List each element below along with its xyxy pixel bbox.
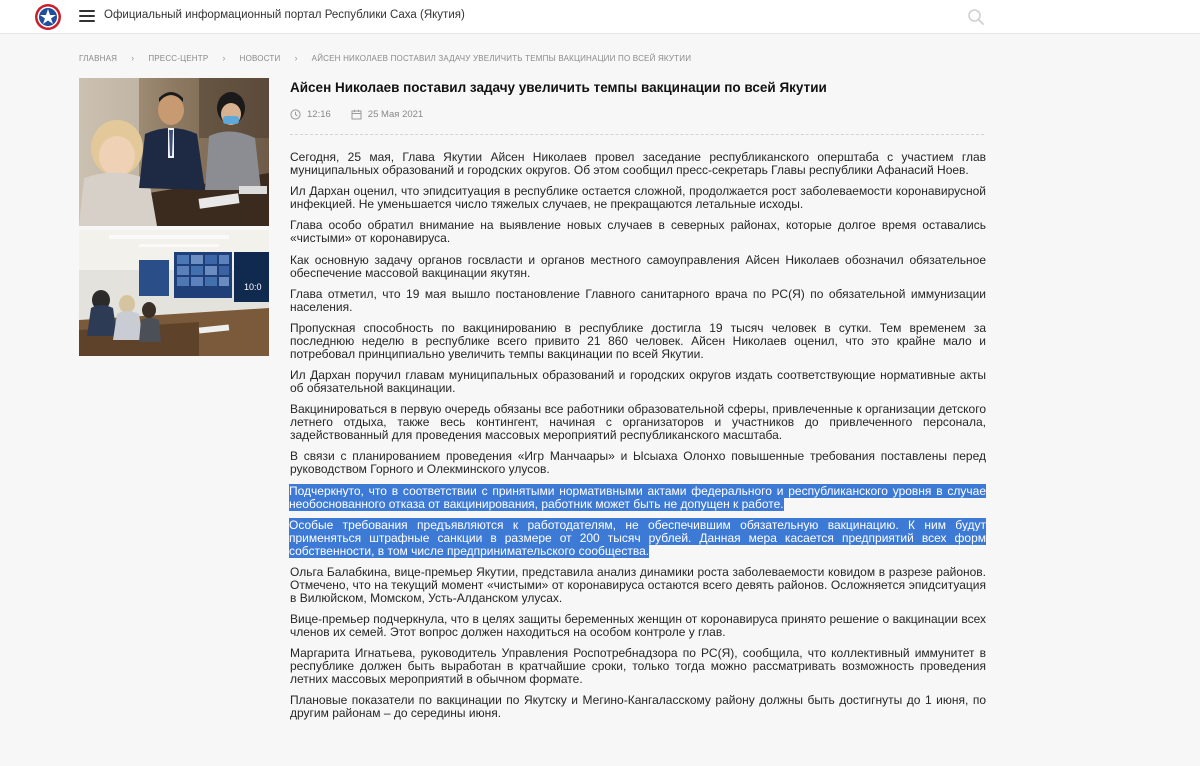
article-paragraph: Глава особо обратил внимание на выявление новых случаев в северных районах, которые долгое время оставались «чистыми» от коронавируса. bbox=[290, 218, 986, 246]
article-date bbox=[351, 109, 423, 120]
article-divider bbox=[290, 134, 984, 135]
article-photo-video-conference[interactable] bbox=[79, 230, 269, 356]
article-paragraph: Плановые показатели по вакцинации по Якутску и Мегино-Кангаласскому району должны быть достигнуты до 1 июня, по другим районам – до середины июня. bbox=[290, 693, 986, 721]
article-meta bbox=[290, 107, 986, 121]
article-paragraph: Пропускная способность по вакцинированию в республике достигла 19 тысяч человек в сутки. Тем временем за последнюю неделю в республике всего привито 21 860 человек. Айсен Николаев оценил, что это крайне мало и потребовал принципиально увеличить темпы вакцинации по всей Якутии. bbox=[290, 321, 986, 361]
breadcrumb-current: АЙСЕН НИКОЛАЕВ ПОСТАВИЛ ЗАДАЧУ УВЕЛИЧИТЬ ТЕМПЫ ВАКЦИНАЦИИ ПО ВСЕЙ ЯКУТИИ bbox=[311, 53, 692, 63]
article-photo-meeting[interactable] bbox=[79, 78, 269, 226]
article-paragraph: Маргарита Игнатьева, руководитель Управления Роспотребнадзора по РС(Я), сообщила, что коллективный иммунитет в республике должен быть выработан в кратчайшие сроки, только тогда можно рассматривать возможность проведения летних массовых мероприятий в обычном формате. bbox=[290, 646, 986, 687]
article-paragraph: Ил Дархан оценил, что эпидситуация в республике остается сложной, продолжается рост заболеваемости коронавирусной инфекцией. Не уменьшается число тяжелых случаев, не прекращаются летальные исходы. bbox=[290, 184, 986, 212]
yakutia-emblem-icon[interactable] bbox=[33, 3, 63, 31]
article-paragraph: В связи с планированием проведения «Игр Манчаары» и Ысыаха Олонхо повышенные требования поставлены перед руководством Горного и Олекминского улусов. bbox=[290, 449, 986, 477]
article-date-value: 25 Мая 2021 bbox=[367, 108, 424, 120]
article-paragraph: Вице-премьер подчеркнула, что в целях защиты беременных женщин от коронавируса принято решение о вакцинации всех членов их семей. Этот вопрос должен находиться на особом контроле у глав. bbox=[290, 612, 986, 639]
article-paragraph-selected[interactable] bbox=[289, 519, 986, 558]
article-paragraph: Глава отметил, что 19 мая вышло постановление Главного санитарного врача по РС(Я) по обязательной иммунизации населения. bbox=[290, 286, 986, 314]
breadcrumb-separator-icon: › bbox=[222, 53, 226, 63]
article-paragraph-selected[interactable] bbox=[289, 485, 986, 511]
menu-icon[interactable] bbox=[79, 10, 95, 22]
photo-clock-text: 10:0 bbox=[244, 282, 262, 292]
article-paragraph: Как основную задачу органов госвласти и органов местного самоуправления Айсен Николаев обозначил обязательное обеспечение массовой вакцинации якутян. bbox=[290, 252, 986, 280]
article-paragraph: Ольга Балабкина, вице-премьер Якутии, представила анализ динамики роста заболеваемости ковидом в разрезе районов. Отмечено, что на текущий момент «чистыми» от коронавируса остаются всего девять районов. Осложняется эпидситуация в Вилюйском, Момском, Усть-Алданском улусах. bbox=[290, 564, 986, 605]
article-paragraph: Вакцинироваться в первую очередь обязаны все работники образовательной сферы, привлеченные к организации детского летнего отдыха, также весь контингент, начиная с организаторов и участников до привлеченного персонала, задействованный для проведения массовых мероприятий республиканского масштаба. bbox=[290, 402, 986, 443]
breadcrumb-separator-icon: › bbox=[294, 53, 298, 63]
search-icon[interactable] bbox=[966, 7, 986, 27]
breadcrumb-separator-icon: › bbox=[131, 53, 135, 63]
article-title: Айсен Николаев поставил задачу увеличить темпы вакцинации по всей Якутии bbox=[290, 80, 827, 95]
breadcrumb-news[interactable]: НОВОСТИ bbox=[239, 53, 281, 63]
article-time-value: 12:16 bbox=[307, 108, 331, 120]
site-title[interactable]: Официальный информационный портал Республики Саха (Якутия) bbox=[104, 9, 465, 21]
article-time bbox=[290, 109, 331, 120]
breadcrumb-home[interactable]: ГЛАВНАЯ bbox=[79, 53, 118, 63]
article-paragraph: Сегодня, 25 мая, Глава Якутии Айсен Николаев провел заседание республиканского оперштаба с участием глав муниципальных образований и городских округов. Об этом сообщил пресс-секретарь Главы республики Афанасий Ноев. bbox=[290, 150, 986, 177]
breadcrumb-press-center[interactable]: ПРЕСС-ЦЕНТР bbox=[148, 53, 209, 63]
selected-text[interactable]: Особые требования предъявляются к работодателям, не обеспечившим обязательную вакцинацию. К ним будут применяться штрафные санкции в размере от 200 тысяч рублей. Данная мера касается предприятий всех форм собственности, в том числе предпринимательского сообщества. bbox=[289, 517, 986, 558]
article-body bbox=[290, 151, 986, 720]
selected-text[interactable]: Подчеркнуто, что в соответствии с принятыми нормативными актами федерального и республиканского уровня в случае необоснованного отказа от вакцинирования, работник может быть не допущен к работе. bbox=[289, 483, 986, 511]
clock-icon bbox=[290, 109, 301, 120]
article bbox=[290, 78, 986, 729]
article-paragraph: Ил Дархан поручил главам муниципальных образований и городских округов издать соответствующие нормативные акты об обязательной вакцинации. bbox=[290, 368, 986, 396]
site-header bbox=[0, 0, 1200, 34]
breadcrumb bbox=[79, 52, 691, 64]
calendar-icon bbox=[351, 109, 362, 120]
